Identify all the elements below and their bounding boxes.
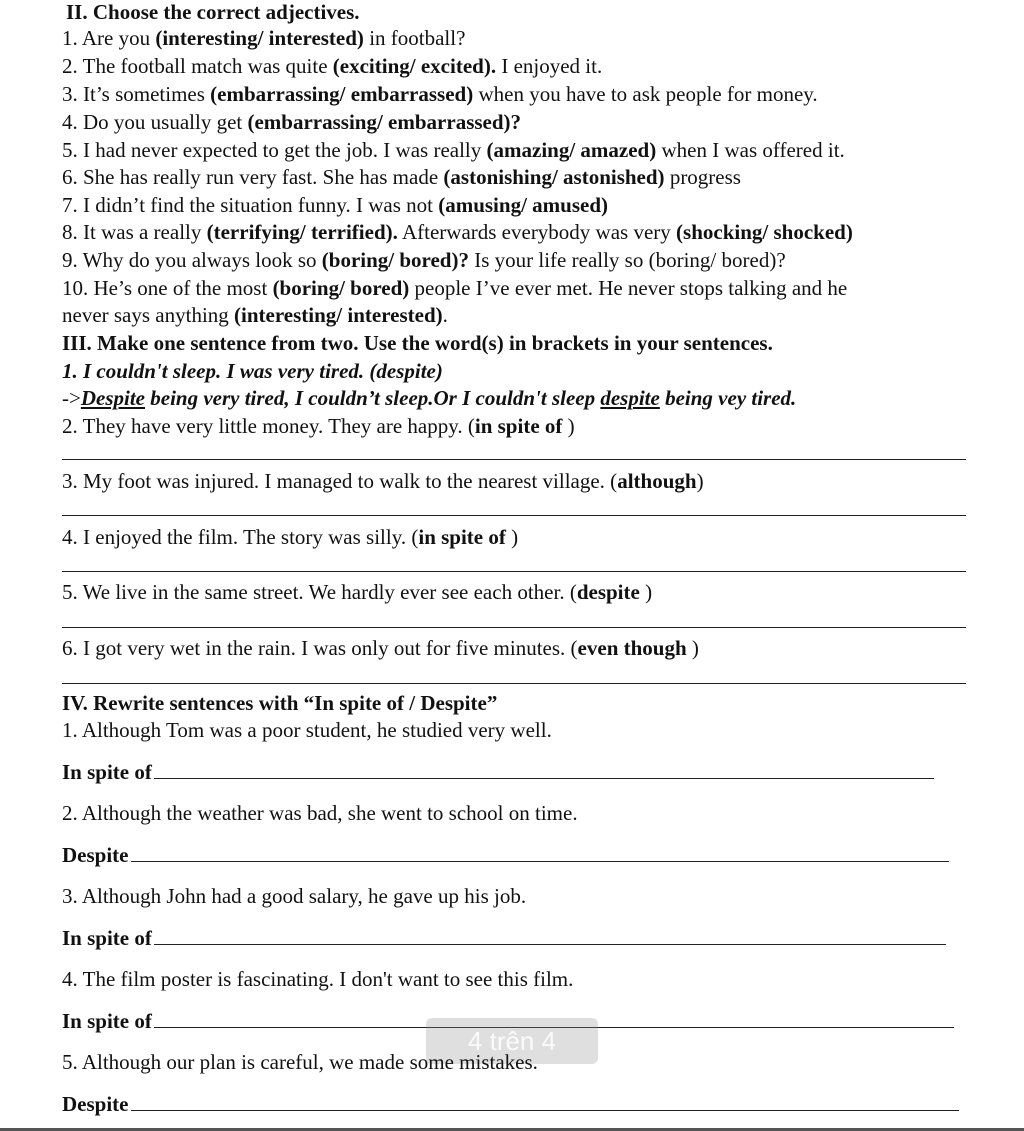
section-2-item-10-continued: never says anything (interesting/ interested). (62, 303, 448, 327)
section-4-sentence-3: 3. Although John had a good salary, he gave up his job. (62, 884, 527, 908)
section-4-prompt-1: In spite of (62, 760, 934, 784)
section-4-prompt-5: Despite (62, 1092, 959, 1116)
section-3-item-6: 6. I got very wet in the rain. I was only out for five minutes. (even though ) (62, 636, 699, 660)
section-3-example-answer: ->Despite being very tired, I couldn’t sleep.Or I couldn't sleep despite being vey tired. (62, 386, 797, 410)
answer-line[interactable] (131, 843, 949, 862)
section-2-item-8: 8. It was a really (terrifying/ terrified). Afterwards everybody was very (shocking/ shocked) (62, 220, 853, 244)
answer-line[interactable] (62, 627, 966, 628)
section-4-sentence-5: 5. Although our plan is careful, we made some mistakes. (62, 1050, 538, 1074)
section-4-sentence-4: 4. The film poster is fascinating. I don't want to see this film. (62, 967, 574, 991)
answer-line[interactable] (62, 571, 966, 572)
section-2-item-6: 6. She has really run very fast. She has made (astonishing/ astonished) progress (62, 165, 741, 189)
section-3-title: III. Make one sentence from two. Use the word(s) in brackets in your sentences. (62, 331, 773, 355)
section-2-item-5: 5. I had never expected to get the job. I was really (amazing/ amazed) when I was offered it. (62, 138, 845, 162)
section-2-item-10: 10. He’s one of the most (boring/ bored) people I’ve ever met. He never stops talking and he (62, 276, 848, 300)
answer-line[interactable] (154, 760, 934, 779)
section-2-item-3: 3. It’s sometimes (embarrassing/ embarrassed) when you have to ask people for money. (62, 82, 818, 106)
section-2-item-4: 4. Do you usually get (embarrassing/ embarrassed)? (62, 110, 522, 134)
section-3-item-3: 3. My foot was injured. I managed to walk to the nearest village. (although) (62, 469, 704, 493)
answer-line[interactable] (62, 515, 966, 516)
section-3-example: 1. I couldn't sleep. I was very tired. (despite) (62, 359, 443, 383)
section-2-item-1: 1. Are you (interesting/ interested) in football? (62, 26, 466, 50)
section-3-item-4: 4. I enjoyed the film. The story was silly. (in spite of ) (62, 525, 519, 549)
answer-line[interactable] (62, 683, 966, 684)
section-4-sentence-1: 1. Although Tom was a poor student, he studied very well. (62, 718, 552, 742)
section-3-item-2: 2. They have very little money. They are happy. (in spite of ) (62, 414, 575, 438)
section-2-item-2: 2. The football match was quite (exciting/ excited). I enjoyed it. (62, 54, 603, 78)
section-3-item-5: 5. We live in the same street. We hardly ever see each other. (despite ) (62, 580, 653, 604)
section-2-title: II. Choose the correct adjectives. (66, 0, 360, 24)
section-4-prompt-3: In spite of (62, 926, 946, 950)
section-4-prompt-4: In spite of (62, 1009, 954, 1033)
answer-line[interactable] (131, 1092, 959, 1111)
answer-line[interactable] (154, 926, 946, 945)
section-4-prompt-2: Despite (62, 843, 949, 867)
answer-line[interactable] (62, 459, 966, 460)
section-4-sentence-2: 2. Although the weather was bad, she went to school on time. (62, 801, 578, 825)
section-4-title: IV. Rewrite sentences with “In spite of / Despite” (62, 691, 498, 715)
page-indicator-badge: 4 trên 4 (426, 1018, 598, 1064)
section-2-item-9: 9. Why do you always look so (boring/ bored)? Is your life really so (boring/ bored)? (62, 248, 786, 272)
section-2-item-7: 7. I didn’t find the situation funny. I was not (amusing/ amused) (62, 193, 608, 217)
